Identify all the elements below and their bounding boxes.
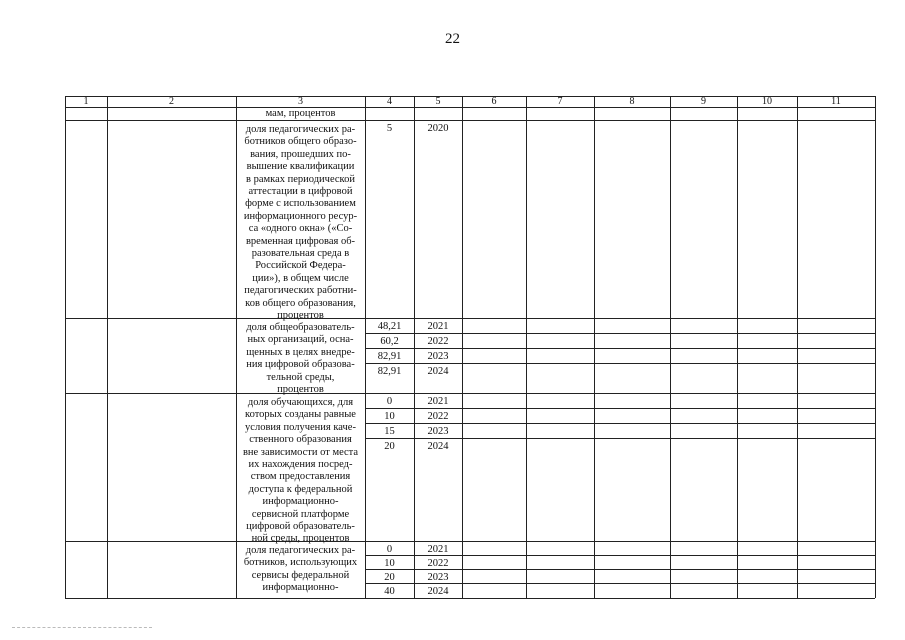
indicator-value: 48,21 bbox=[377, 321, 402, 332]
subrow-border bbox=[365, 555, 875, 556]
indicator-text-line: сервисы федеральной bbox=[251, 569, 350, 581]
indicator-text-line: их нахождения посред- bbox=[248, 459, 353, 470]
indicator-text-line: временная цифровая об- bbox=[245, 235, 356, 247]
indicator-text-line: форме с использованием bbox=[245, 198, 356, 210]
indicator-value: 0 bbox=[386, 396, 393, 407]
indicator-text-line: ством предоставления bbox=[250, 471, 351, 483]
indicator-year: 2024 bbox=[427, 366, 449, 377]
indicator-text-line: условия получения каче- bbox=[245, 421, 356, 433]
subrow-border bbox=[365, 438, 875, 439]
indicator-text-line: которых созданы равные bbox=[245, 409, 356, 421]
indicator-year: 2023 bbox=[427, 351, 449, 362]
column-border bbox=[236, 96, 237, 598]
indicator-text-line: сервисной платформе bbox=[251, 508, 350, 520]
indicator-text-line: ков общего образования, bbox=[245, 297, 356, 309]
indicator-year: 2024 bbox=[427, 586, 449, 597]
indicator-text-line: вне зависимости от места bbox=[242, 446, 359, 458]
column-border bbox=[670, 96, 671, 598]
column-header: 11 bbox=[831, 96, 841, 107]
column-border bbox=[737, 96, 738, 598]
row-border bbox=[65, 598, 875, 599]
indicator-value: 10 bbox=[384, 411, 395, 422]
indicator-text-line: в рамках периодической bbox=[246, 173, 355, 185]
row-border bbox=[65, 120, 875, 121]
column-header: 2 bbox=[169, 96, 174, 107]
indicator-text-line: ния цифровой образова- bbox=[246, 359, 355, 371]
column-header: 6 bbox=[491, 96, 497, 107]
indicator-year: 2024 bbox=[427, 441, 449, 452]
indicator-value: 82,91 bbox=[377, 351, 402, 362]
indicator-text-line: доля педагогических ра- bbox=[245, 545, 356, 556]
column-header: 8 bbox=[629, 96, 635, 107]
column-header: 5 bbox=[435, 96, 441, 107]
column-header: 1 bbox=[83, 96, 89, 107]
indicator-value: 5 bbox=[386, 123, 393, 134]
indicator-text-line: педагогических работни- bbox=[244, 285, 357, 297]
column-header: 9 bbox=[701, 96, 706, 107]
row-border bbox=[65, 318, 875, 319]
column-border bbox=[65, 96, 66, 598]
subrow-border bbox=[365, 408, 875, 409]
scan-edge-mark bbox=[12, 627, 152, 629]
subrow-border bbox=[365, 348, 875, 349]
indicator-year: 2023 bbox=[427, 426, 449, 437]
row-border bbox=[65, 541, 875, 542]
indicator-value: 20 bbox=[384, 441, 395, 452]
indicator-value: 15 bbox=[384, 426, 395, 437]
indicator-year: 2022 bbox=[427, 336, 449, 347]
indicator-year: 2022 bbox=[427, 558, 449, 569]
indicator-year: 2021 bbox=[427, 321, 449, 332]
indicator-text-line: вания, прошедших по- bbox=[250, 148, 351, 160]
indicator-value: 82,91 bbox=[377, 366, 402, 377]
subrow-border bbox=[365, 583, 875, 584]
subrow-border bbox=[365, 333, 875, 334]
indicator-text-line: Российской Федера- bbox=[255, 260, 346, 272]
column-border bbox=[526, 96, 527, 598]
indicator-year: 2021 bbox=[427, 396, 449, 407]
indicator-text-line: доля педагогических ра- bbox=[245, 124, 356, 135]
column-border bbox=[594, 96, 595, 598]
indicator-text-line: ботников, использующих bbox=[243, 557, 358, 569]
indicator-value: 20 bbox=[384, 572, 395, 583]
indicator-year: 2020 bbox=[427, 123, 449, 134]
column-header: 7 bbox=[557, 96, 563, 107]
indicator-year: 2023 bbox=[427, 572, 449, 583]
indicator-text-line: процентов bbox=[277, 310, 324, 321]
indicator-text-line: информационно- bbox=[262, 496, 339, 508]
indicator-year: 2022 bbox=[427, 411, 449, 422]
indicator-text-line: ции»), в общем числе bbox=[252, 272, 349, 284]
indicator-text-line: ботников общего образо- bbox=[244, 136, 357, 148]
column-border bbox=[414, 96, 415, 598]
indicator-year: 2021 bbox=[427, 544, 449, 555]
indicator-text-line: аттестации в цифровой bbox=[248, 186, 353, 197]
column-border bbox=[875, 96, 876, 598]
indicator-text-line: доля обучающихся, для bbox=[247, 397, 354, 408]
indicator-text-line: щенных в целях внедре- bbox=[246, 346, 355, 358]
indicator-text-line: разовательная среда в bbox=[251, 248, 350, 259]
column-border bbox=[107, 96, 108, 598]
indicator-text-line: ственного образования bbox=[249, 434, 352, 446]
indicator-text-line: са «одного окна» («Со- bbox=[248, 223, 353, 235]
column-header: 4 bbox=[387, 96, 392, 107]
column-border bbox=[462, 96, 463, 598]
indicator-text-line: процентов bbox=[277, 384, 324, 395]
column-header: 10 bbox=[762, 96, 772, 107]
indicator-text-line: информационного ресур- bbox=[243, 210, 358, 222]
subrow-border bbox=[365, 363, 875, 364]
continuation-text: мам, процентов bbox=[265, 108, 336, 119]
row-border bbox=[65, 393, 875, 394]
indicator-text-line: доля общеобразователь- bbox=[246, 322, 355, 333]
column-border bbox=[797, 96, 798, 598]
indicator-text-line: вышение квалификации bbox=[246, 161, 355, 173]
indicator-text-line: информационно- bbox=[262, 582, 339, 594]
indicator-text-line: тельной среды, bbox=[266, 371, 335, 383]
column-border bbox=[365, 96, 366, 598]
indicator-text-line: цифровой образователь- bbox=[246, 521, 355, 532]
indicator-text-line: доступа к федеральной bbox=[248, 483, 353, 495]
page-number: 22 bbox=[445, 31, 460, 47]
subrow-border bbox=[365, 569, 875, 570]
subrow-border bbox=[365, 423, 875, 424]
indicator-value: 10 bbox=[384, 558, 395, 569]
indicator-text-line: ных организаций, осна- bbox=[247, 334, 354, 346]
indicator-value: 60,2 bbox=[380, 336, 399, 347]
indicator-value: 0 bbox=[386, 544, 393, 555]
indicator-value: 40 bbox=[384, 586, 395, 597]
indicator-table bbox=[65, 96, 875, 598]
column-header: 3 bbox=[298, 96, 303, 107]
indicator-text-line: ной среды, процентов bbox=[251, 533, 350, 545]
row-border bbox=[65, 107, 875, 108]
